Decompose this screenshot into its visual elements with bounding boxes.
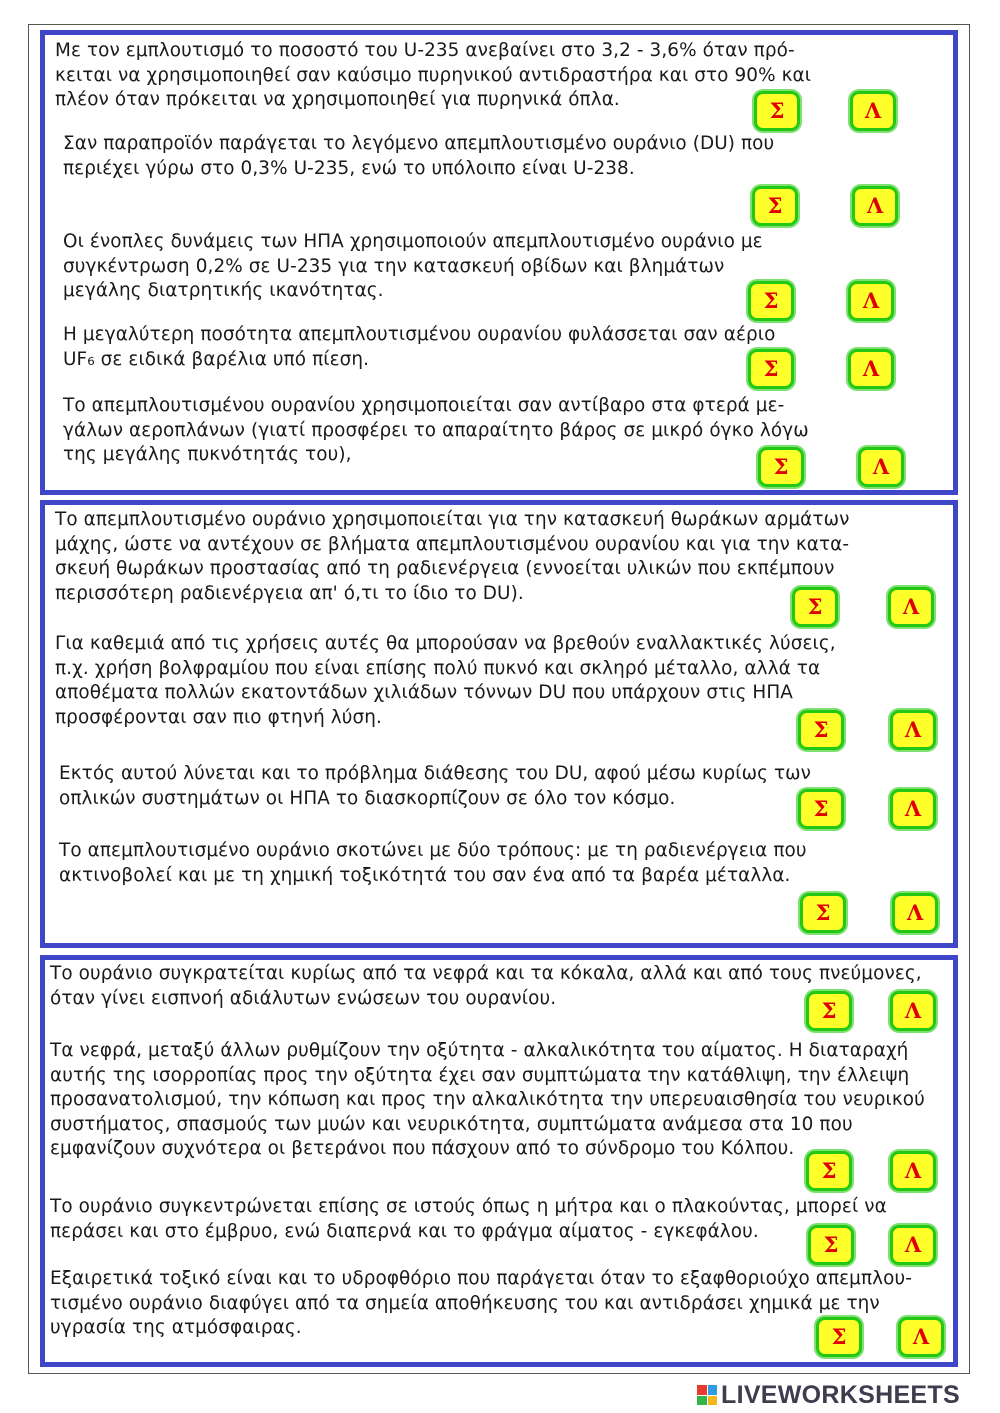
true-button-12[interactable]: Σ	[808, 1225, 854, 1265]
true-button-7[interactable]: Σ	[798, 710, 844, 750]
statement-line: μάχης, ώστε να αντέχουν σε βλήματα απεμπλουτισμένου ουρανίου και για την κατα-	[55, 533, 850, 555]
false-button-9[interactable]: Λ	[892, 893, 938, 933]
statement-line: μεγάλης διατρητικής ικανότητας.	[63, 280, 384, 301]
statement-line: Η μεγαλύτερη ποσότητα απεμπλουτισμένου ουρανίου φυλάσσεται σαν αέριο	[63, 324, 776, 345]
statement-line: συγκέντρωση 0,2% σε U-235 για την κατασκευή οβίδων και βλημάτων	[63, 255, 725, 277]
statement-4	[63, 323, 775, 372]
logo-square-blue	[708, 1385, 718, 1395]
liveworksheets-logo-icon	[697, 1385, 717, 1405]
statement-10	[50, 962, 922, 1011]
statement-line: Το απεμπλουτισμένο ουράνιο χρησιμοποιείται για την κατασκευή θωράκων αρμάτων	[55, 509, 850, 530]
false-button-1[interactable]: Λ	[850, 91, 896, 131]
true-button-9[interactable]: Σ	[800, 893, 846, 933]
false-button-6[interactable]: Λ	[888, 587, 934, 627]
true-button-10[interactable]: Σ	[806, 991, 852, 1031]
statement-line: της μεγάλης πυκνότητάς του),	[63, 444, 352, 465]
true-button-11[interactable]: Σ	[806, 1151, 852, 1191]
statement-line: υγρασία της ατμόσφαιρας.	[50, 1317, 302, 1338]
statement-line: όταν γίνει εισπνοή αδιάλυτων ενώσεων του ουρανίου.	[50, 987, 557, 1009]
statement-line: εμφανίζουν συχνότερα οι βετεράνοι που πάσχουν από το σύνδρομο του Κόλπου.	[50, 1138, 795, 1159]
statement-line: οπλικών συστημάτων οι ΗΠΑ το διασκορπίζουν σε όλο τον κόσμο.	[59, 787, 676, 809]
statement-line: σκευή θωράκων προστασίας από τη ραδιενέργεια (εννοείται υλικών που εκπέμπουν	[55, 558, 835, 579]
statement-line: προσανατολισμού, την κόπωση και προς την αλκαλικότητα την υπερευαισθησία του νευρικού	[50, 1089, 925, 1110]
statement-line: Τα νεφρά, μεταξύ άλλων ρυθμίζουν την οξύτητα - αλκαλικότητα του αίματος. Η διαταραχή	[50, 1040, 909, 1061]
false-button-4[interactable]: Λ	[848, 349, 894, 389]
true-button-6[interactable]: Σ	[792, 587, 838, 627]
statement-2	[63, 132, 774, 181]
statement-line: π.χ. χρήση βολφραμίου που είναι επίσης πολύ πυκνό και σκληρό μέταλλο, αλλά τα	[55, 657, 821, 679]
statement-line: Με τον εμπλουτισμό το ποσοστό του U-235 ανεβαίνει στο 3,2 - 3,6% όταν πρό-	[55, 40, 795, 61]
statement-line: αποθέματα πολλών εκατοντάδων χιλιάδων τόννων DU που υπάρχουν στις ΗΠΑ	[55, 682, 793, 703]
false-button-7[interactable]: Λ	[890, 710, 936, 750]
statement-line: τισμένο ουράνιο διαφύγει από τα σημεία αποθήκευσης του και αντιδράσει χημικά με την	[50, 1292, 880, 1314]
brand-name: LIVEWORKSHEETS	[721, 1381, 960, 1409]
statement-line: κειται να χρησιμοποιηθεί σαν καύσιμο πυρηνικού αντιδραστήρα και στο 90% και	[55, 64, 812, 86]
statement-line: προσφέρονται σαν πιο φτηνή λύση.	[55, 706, 382, 728]
statement-line: Το απεμπλουτισμένο ουράνιο σκοτώνει με δύο τρόπους: με τη ραδιενέργεια που	[59, 840, 807, 861]
statement-line: UF₆ σε ειδικά βαρέλια υπό πίεση.	[63, 348, 370, 370]
statement-line: Οι ένοπλες δυνάμεις των ΗΠΑ χρησιμοποιούν απεμπλουτισμένο ουράνιο με	[63, 231, 763, 252]
statement-6	[55, 508, 849, 606]
true-button-1[interactable]: Σ	[754, 91, 800, 131]
statement-8	[59, 762, 811, 811]
statement-5	[63, 394, 809, 468]
true-button-3[interactable]: Σ	[748, 281, 794, 321]
statement-1	[55, 39, 811, 113]
statement-line: Εξαιρετικά τοξικό είναι και το υδροφθόριο που παράγεται όταν το εξαφθοριούχο απεμπλου-	[50, 1268, 912, 1289]
statement-line: γάλων αεροπλάνων (γιατί προσφέρει το απαραίτητο βάρος σε μικρό όγκο λόγω	[63, 419, 809, 441]
true-button-5[interactable]: Σ	[758, 447, 804, 487]
true-button-13[interactable]: Σ	[816, 1317, 862, 1357]
statement-line: Εκτός αυτού λύνεται και το πρόβλημα διάθεσης του DU, αφού μέσω κυρίως των	[59, 763, 812, 784]
true-button-4[interactable]: Σ	[748, 349, 794, 389]
liveworksheets-brand[interactable]	[697, 1381, 960, 1409]
false-button-8[interactable]: Λ	[890, 789, 936, 829]
logo-square-yellow	[708, 1396, 718, 1406]
statement-line: περιέχει γύρω στο 0,3% U-235, ενώ το υπόλοιπο είναι U-238.	[63, 157, 635, 179]
false-button-11[interactable]: Λ	[890, 1151, 936, 1191]
false-button-2[interactable]: Λ	[852, 186, 898, 226]
statement-line: Για καθεμιά από τις χρήσεις αυτές θα μπορούσαν να βρεθούν εναλλακτικές λύσεις,	[55, 633, 836, 654]
true-button-2[interactable]: Σ	[752, 186, 798, 226]
false-button-13[interactable]: Λ	[898, 1317, 944, 1357]
logo-square-green	[697, 1396, 707, 1406]
statement-line: περάσει και στο έμβρυο, ενώ διαπερνά και το φράγμα αίματος - εγκεφάλου.	[50, 1220, 759, 1242]
statement-line: Το ουράνιο συγκρατείται κυρίως από τα νεφρά και τα κόκαλα, αλλά και από τους πνεύμονες,	[50, 963, 922, 984]
statement-line: αυτής της ισορροπίας προς την οξύτητα έχει σαν συμπτώματα την κατάθλιψη, την έλλειψη	[50, 1064, 910, 1086]
false-button-5[interactable]: Λ	[858, 447, 904, 487]
statement-line: περισσότερη ραδιενέργεια απ' ό,τι το ίδιο το DU).	[55, 582, 524, 604]
logo-square-red	[697, 1385, 707, 1395]
statement-line: Το απεμπλουτισμένου ουρανίου χρησιμοποιείται σαν αντίβαρο στα φτερά με-	[63, 395, 785, 416]
statement-line: συστήματος, σπασμούς των μυών και νευρικότητα, συμπτώματα ανάμεσα στα 10 που	[50, 1113, 853, 1135]
false-button-3[interactable]: Λ	[848, 281, 894, 321]
statement-11	[50, 1039, 925, 1162]
statement-12	[50, 1195, 887, 1244]
false-button-12[interactable]: Λ	[890, 1225, 936, 1265]
statement-line: πλέον όταν πρόκειται να χρησιμοποιηθεί για πυρηνικά όπλα.	[55, 89, 620, 110]
statement-9	[59, 839, 807, 888]
statement-13	[50, 1267, 912, 1341]
statement-line: Το ουράνιο συγκεντρώνεται επίσης σε ιστούς όπως η μήτρα και ο πλακούντας, μπορεί να	[50, 1196, 887, 1217]
statement-3	[63, 230, 763, 304]
statement-line: Σαν παραπροϊόν παράγεται το λεγόμενο απεμπλουτισμένο ουράνιο (DU) που	[63, 133, 775, 154]
statement-7	[55, 632, 836, 730]
true-button-8[interactable]: Σ	[798, 789, 844, 829]
false-button-10[interactable]: Λ	[890, 991, 936, 1031]
statement-line: ακτινοβολεί και με τη χημική τοξικότητά του σαν ένα από τα βαρέα μέταλλα.	[59, 864, 791, 886]
